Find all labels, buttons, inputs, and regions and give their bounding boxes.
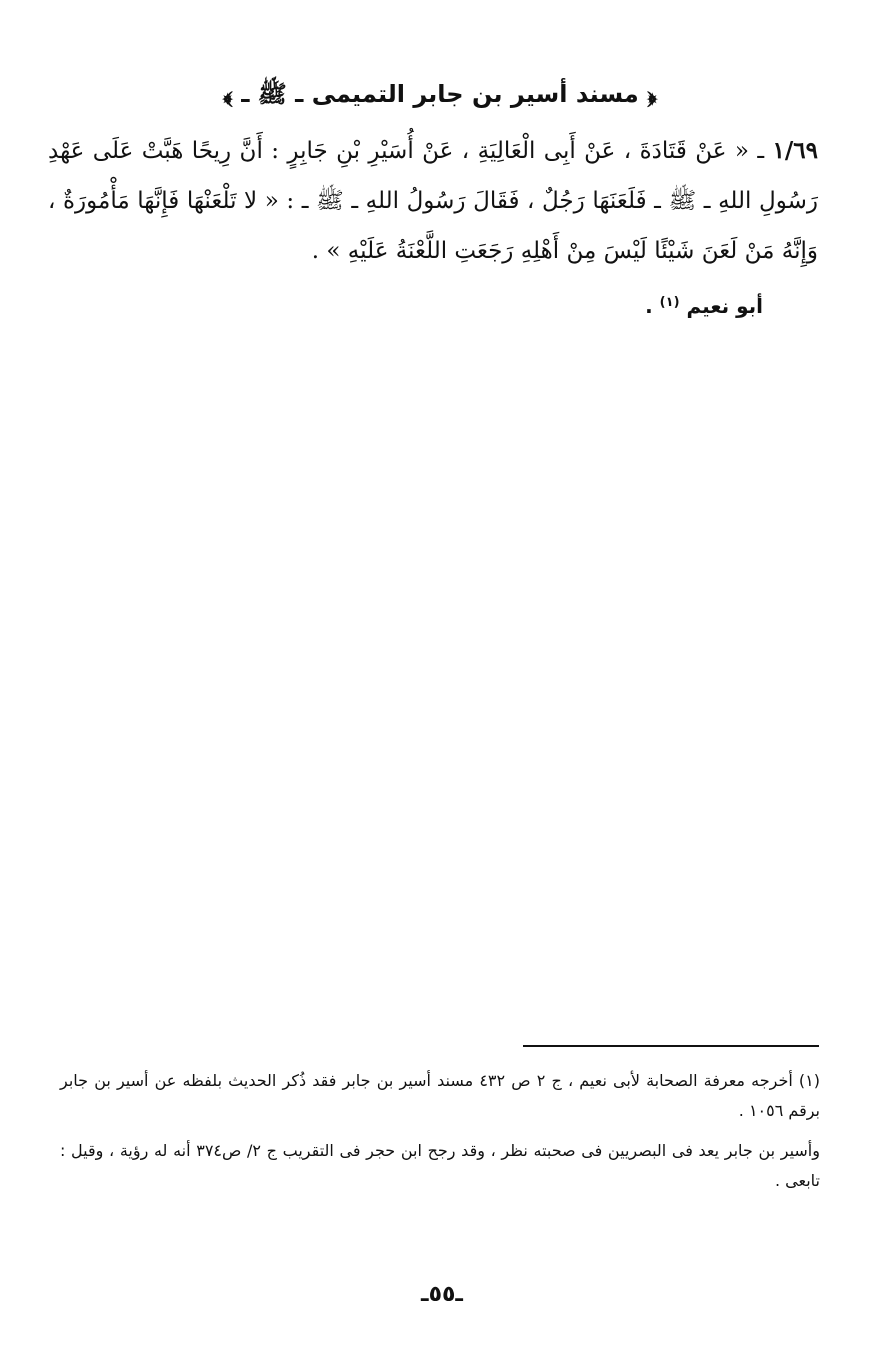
footnote-1: (١) أخرجه معرفة الصحابة لأبى نعيم ، ج ٢ ص ٤٣٢ مسند أسير بن جابر فقد ذُكر الحديث بلفظه عن أسير بن جابر برقم ١٠٥٦ . xyxy=(60,1071,820,1120)
footnote-2: وأسير بن جابر يعد فى البصريين فى صحبته نظر ، وقد رجح ابن حجر فى التقريب ج ٢/ ص٣٧٤ أنه له رؤية ، وقيل : تابعى . xyxy=(60,1141,820,1190)
section-heading: ﴿ مسند أسير بن جابر التميمى ـ ﷺ ـ ﴾ xyxy=(223,80,657,108)
footnote-reference: (١) xyxy=(659,295,680,310)
hadith-text: ـ « عَنْ قَتَادَةَ ، عَنْ أَبِى الْعَالِيَةِ ، عَنْ أُسَيْرِ بْنِ جَابِرٍ : أَنَّ رِيحًا هَبَّتْ عَلَى عَهْدِ رَسُولِ اللهِ ـ ﷺ ـ فَلَعَنَهَا رَجُلٌ ، فَقَالَ رَسُولُ اللهِ ـ ﷺ ـ : « لا تَلْعَنْهَا فَإِنَّهَا مَأْمُورَةٌ ، وَإِنَّهُ مَنْ لَعَنَ شَيْئًا لَيْسَ مِنْ أَهْلِهِ رَجَعَتِ اللَّعْنَةُ عَلَيْهِ » . xyxy=(48,138,818,264)
hadith-number: ١/٦٩ xyxy=(772,137,819,164)
footnotes xyxy=(60,1066,820,1206)
hadith-text-block xyxy=(48,126,818,276)
hadith-source xyxy=(645,288,763,321)
page-number: ـ٥٥ـ xyxy=(421,1282,463,1307)
source-label: أبو نعيم xyxy=(686,294,763,318)
source-end: . xyxy=(645,294,653,318)
footnote-divider xyxy=(523,1045,819,1047)
